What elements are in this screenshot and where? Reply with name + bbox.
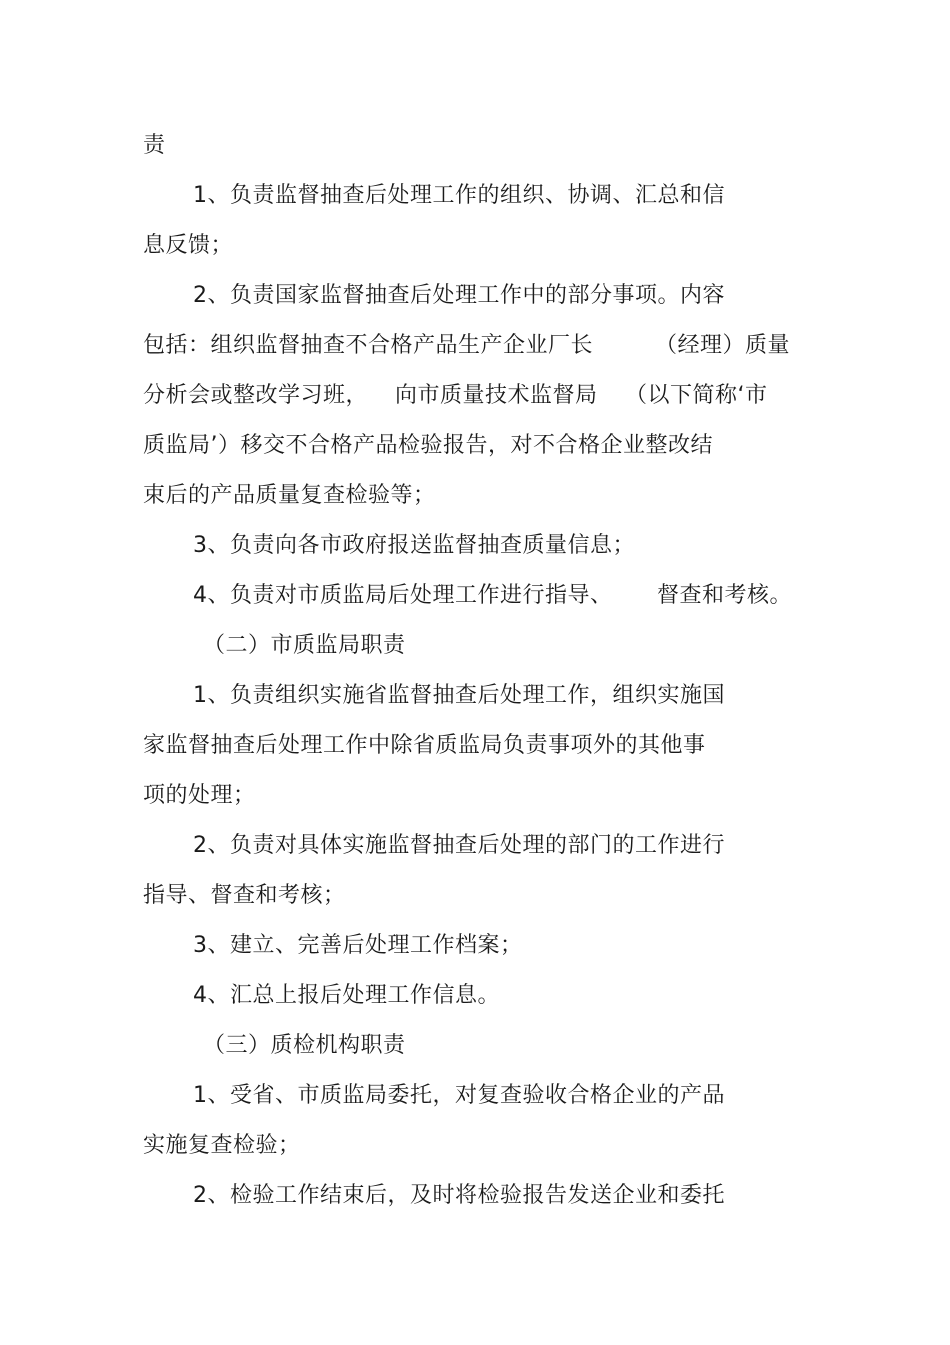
text-line-10a: 4、负责对市质监局后处理工作进行指导、 bbox=[193, 583, 613, 608]
text-line-4: 2、负责国家监督抽查后处理工作中的部分事项。内容 bbox=[193, 283, 725, 308]
text-line-14: 2、负责对具体实施监督抽查后处理的部门的工作进行 bbox=[193, 833, 725, 858]
text-line-18: 1、受省、市质监局委托，对复查验收合格企业的产品 bbox=[193, 1083, 725, 1108]
text-line-15: 指导、督查和考核； bbox=[143, 883, 346, 908]
text-line-20: 2、检验工作结束后，及时将检验报告发送企业和委托 bbox=[193, 1183, 725, 1208]
text-line-6c: （以下简称‘市 bbox=[625, 383, 768, 408]
text-line-5a: 包括：组织监督抽查不合格产品生产企业厂长 bbox=[143, 333, 594, 358]
text-line-7: 质监局’）移交不合格产品检验报告，对不合格企业整改结 bbox=[143, 433, 713, 458]
text-line-19: 实施复查检验； bbox=[143, 1133, 301, 1158]
text-line-9: 3、负责向各市政府报送监督抽查质量信息； bbox=[193, 533, 635, 558]
text-line-13: 项的处理； bbox=[143, 783, 256, 808]
text-line-1: 责 bbox=[143, 133, 166, 158]
text-line-5b: （经理）质量 bbox=[655, 333, 791, 358]
text-line-11: 1、负责组织实施省监督抽查后处理工作，组织实施国 bbox=[193, 683, 725, 708]
text-line-3: 息反馈； bbox=[143, 233, 234, 258]
text-line-2: 1、负责监督抽查后处理工作的组织、协调、汇总和信 bbox=[193, 183, 725, 208]
text-line-8: 束后的产品质量复查检验等； bbox=[143, 483, 436, 508]
section-heading-2: （二）市质监局职责 bbox=[203, 633, 406, 658]
text-line-6a: 分析会或整改学习班， bbox=[143, 383, 369, 408]
text-line-12: 家监督抽查后处理工作中除省质监局负责事项外的其他事 bbox=[143, 733, 706, 758]
text-line-16: 3、建立、完善后处理工作档案； bbox=[193, 933, 523, 958]
text-line-10b: 督查和考核。 bbox=[657, 583, 793, 608]
section-heading-3: （三）质检机构职责 bbox=[203, 1033, 406, 1058]
text-line-17: 4、汇总上报后处理工作信息。 bbox=[193, 983, 500, 1008]
text-line-6b: 向市质量技术监督局 bbox=[395, 383, 598, 408]
